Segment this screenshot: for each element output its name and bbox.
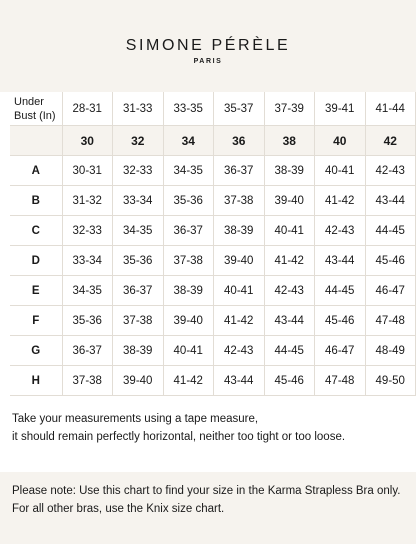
size-cell: 30-31 xyxy=(62,156,113,186)
size-cell: 44-45 xyxy=(365,216,416,246)
band-size-cell: 30 xyxy=(62,126,113,156)
cup-row xyxy=(10,216,416,246)
size-cell: 37-38 xyxy=(163,246,214,276)
size-cell: 45-46 xyxy=(365,246,416,276)
underbust-cell: 41-44 xyxy=(365,92,416,126)
size-cell: 42-43 xyxy=(365,156,416,186)
cup-row xyxy=(10,156,416,186)
size-cell: 38-39 xyxy=(113,336,164,366)
band-size-cell: 42 xyxy=(365,126,416,156)
size-cell: 43-44 xyxy=(214,366,265,396)
band-corner-cell xyxy=(10,126,62,156)
size-cell: 42-43 xyxy=(214,336,265,366)
cup-label: H xyxy=(10,366,62,396)
size-cell: 45-46 xyxy=(315,306,366,336)
size-cell: 46-47 xyxy=(315,336,366,366)
size-cell: 39-40 xyxy=(214,246,265,276)
size-cell: 40-41 xyxy=(315,156,366,186)
cup-row xyxy=(10,276,416,306)
size-cell: 38-39 xyxy=(214,216,265,246)
size-cell: 43-44 xyxy=(315,246,366,276)
underbust-cell: 35-37 xyxy=(214,92,265,126)
size-cell: 32-33 xyxy=(62,216,113,246)
size-cell: 35-36 xyxy=(62,306,113,336)
size-cell: 35-36 xyxy=(113,246,164,276)
size-cell: 45-46 xyxy=(264,366,315,396)
size-cell: 40-41 xyxy=(214,276,265,306)
cup-row xyxy=(10,186,416,216)
size-cell: 37-38 xyxy=(113,306,164,336)
size-cell: 36-37 xyxy=(163,216,214,246)
size-cell: 40-41 xyxy=(163,336,214,366)
brand-logo: SIMONE PÉRÈLE xyxy=(125,37,291,54)
underbust-label: Under Bust (In) xyxy=(10,92,62,126)
cup-row xyxy=(10,366,416,396)
size-cell: 34-35 xyxy=(62,276,113,306)
notice-line-1: Please note: Use this chart to find your size in the Karma Strapless Bra only. xyxy=(12,485,401,497)
notice-line-2: For all other bras, use the Knix size chart. xyxy=(12,503,225,515)
size-cell: 49-50 xyxy=(365,366,416,396)
size-cell: 39-40 xyxy=(113,366,164,396)
cup-label: G xyxy=(10,336,62,366)
size-cell: 37-38 xyxy=(214,186,265,216)
band-size-row xyxy=(10,126,416,156)
underbust-cell: 33-35 xyxy=(163,92,214,126)
brand-city: PARIS xyxy=(193,58,223,65)
cup-label: E xyxy=(10,276,62,306)
size-cell: 31-32 xyxy=(62,186,113,216)
size-cell: 34-35 xyxy=(113,216,164,246)
size-chart-table xyxy=(10,92,416,396)
cup-row xyxy=(10,306,416,336)
size-cell: 33-34 xyxy=(113,186,164,216)
size-cell: 32-33 xyxy=(113,156,164,186)
size-cell: 47-48 xyxy=(365,306,416,336)
size-cell: 36-37 xyxy=(62,336,113,366)
size-cell: 41-42 xyxy=(264,246,315,276)
cup-label: A xyxy=(10,156,62,186)
cup-label: F xyxy=(10,306,62,336)
cup-label: C xyxy=(10,216,62,246)
brand-header xyxy=(0,0,416,92)
band-size-cell: 34 xyxy=(163,126,214,156)
size-cell: 36-37 xyxy=(113,276,164,306)
underbust-cell: 37-39 xyxy=(264,92,315,126)
band-size-cell: 32 xyxy=(113,126,164,156)
size-cell: 41-42 xyxy=(214,306,265,336)
size-cell: 43-44 xyxy=(264,306,315,336)
size-cell: 37-38 xyxy=(62,366,113,396)
size-cell: 38-39 xyxy=(163,276,214,306)
underbust-cell: 39-41 xyxy=(315,92,366,126)
instruction-line-1: Take your measurements using a tape measure, xyxy=(12,413,259,425)
size-chart-notice xyxy=(0,472,416,544)
size-cell: 39-40 xyxy=(163,306,214,336)
size-cell: 43-44 xyxy=(365,186,416,216)
measurement-instructions xyxy=(0,396,416,460)
size-cell: 44-45 xyxy=(264,336,315,366)
size-cell: 46-47 xyxy=(365,276,416,306)
size-cell: 35-36 xyxy=(163,186,214,216)
size-cell: 48-49 xyxy=(365,336,416,366)
cup-row xyxy=(10,336,416,366)
cup-row xyxy=(10,246,416,276)
band-size-cell: 38 xyxy=(264,126,315,156)
underbust-cell: 28-31 xyxy=(62,92,113,126)
size-cell: 41-42 xyxy=(163,366,214,396)
size-cell: 38-39 xyxy=(264,156,315,186)
size-cell: 44-45 xyxy=(315,276,366,306)
size-cell: 42-43 xyxy=(264,276,315,306)
size-cell: 41-42 xyxy=(315,186,366,216)
size-cell: 39-40 xyxy=(264,186,315,216)
size-cell: 34-35 xyxy=(163,156,214,186)
size-cell: 36-37 xyxy=(214,156,265,186)
band-size-cell: 40 xyxy=(315,126,366,156)
cup-label: B xyxy=(10,186,62,216)
size-cell: 42-43 xyxy=(315,216,366,246)
underbust-row xyxy=(10,92,416,126)
size-cell: 47-48 xyxy=(315,366,366,396)
band-size-cell: 36 xyxy=(214,126,265,156)
size-cell: 40-41 xyxy=(264,216,315,246)
cup-label: D xyxy=(10,246,62,276)
underbust-cell: 31-33 xyxy=(113,92,164,126)
instruction-line-2: it should remain perfectly horizontal, neither too tight or too loose. xyxy=(12,431,346,443)
size-cell: 33-34 xyxy=(62,246,113,276)
